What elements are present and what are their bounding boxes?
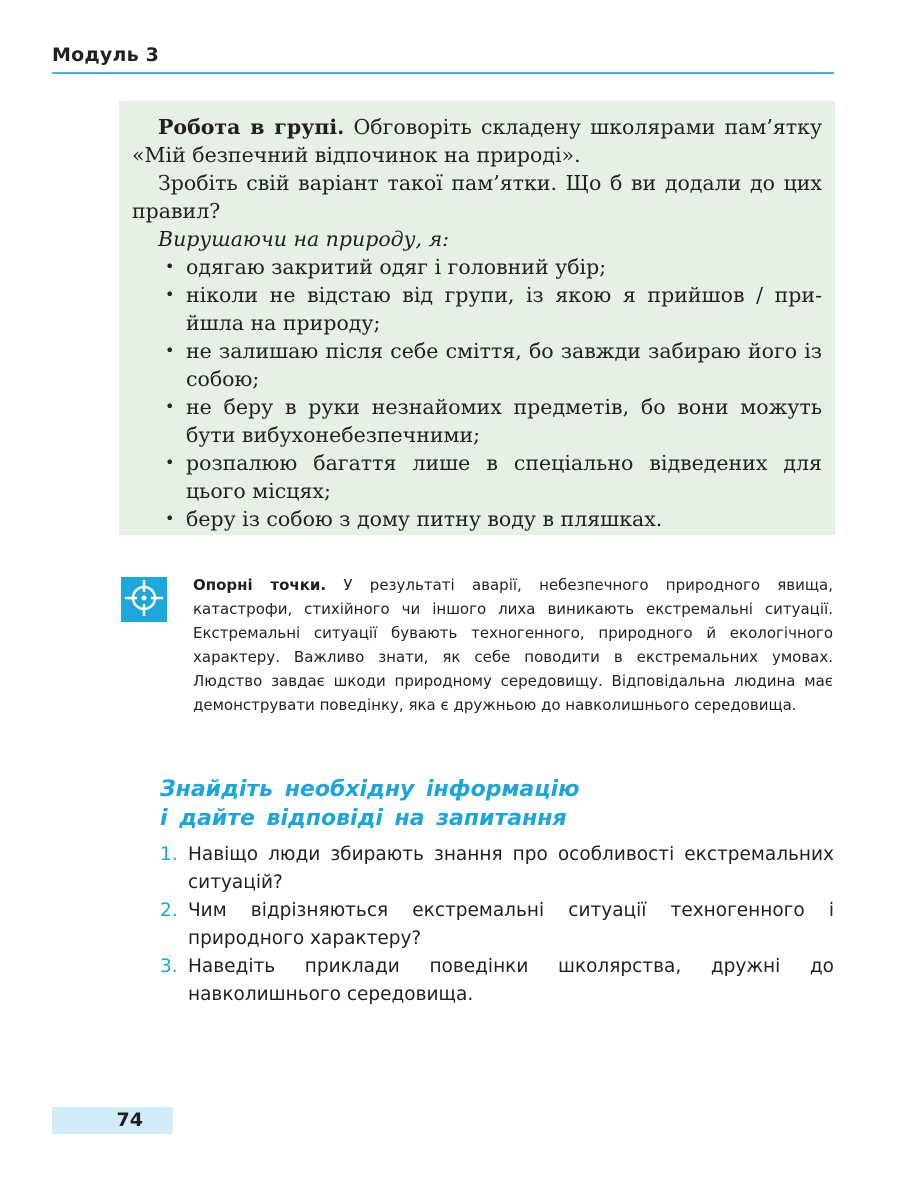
rule-text: не беру в руки незнайомих предметів, бо вони можуть бути вибухонебезпечними;: [186, 395, 822, 447]
page-number-strip: [52, 1107, 173, 1134]
question-item: [160, 953, 834, 1009]
bullet-icon: •: [165, 341, 175, 360]
list-item: [132, 281, 822, 337]
questions-list: [160, 841, 834, 1009]
question-item: [160, 897, 834, 953]
list-intro: Вирушаючи на природу, я:: [158, 227, 450, 251]
rule-text: ніколи не відстаю від групи, із якою я прийшов / прийшла на природу;: [186, 283, 822, 335]
list-item: [132, 253, 822, 281]
bullet-icon: •: [165, 285, 175, 304]
task-heading-line1: Знайдіть необхідну інформацію: [160, 777, 580, 802]
rule-text: розпалюю багаття лише в спеціально відведених для цього місцях;: [186, 451, 822, 503]
page-header: [52, 44, 834, 74]
page-number: 74: [116, 1109, 143, 1131]
list-item: [132, 393, 822, 449]
bullet-icon: •: [165, 257, 175, 276]
question-number: 3.: [160, 956, 178, 977]
support-points-text: У результаті аварії, небезпечного природного явища, катастрофи, стихійного чи іншого лиха виникають екстремальні ситуації. Екстремальні ситуації бувають техногенного, природного й екологічного характеру. Важливо знати, як себе поводити в екстремальних умовах. Людство завдає шкоди природному середовищу. Відповідальна людина має демонструвати поведінку, яка є дружньою до навколишнього середовища.: [193, 576, 833, 714]
group-work-box: [119, 101, 835, 535]
question-item: [160, 841, 834, 897]
group-work-intro: [132, 113, 822, 169]
module-title: Модуль 3: [52, 44, 160, 66]
bullet-icon: •: [165, 509, 175, 528]
rule-text: одягаю закритий одяг і головний убір;: [186, 255, 607, 279]
support-points-paragraph: [193, 573, 833, 717]
group-work-lead: Робота в групі.: [158, 115, 345, 139]
task-heading-line2: і дайте відповіді на запитання: [160, 806, 567, 831]
rules-list: [132, 253, 822, 533]
list-item: [132, 505, 822, 533]
task-heading: [160, 775, 760, 833]
support-points-lead: Опорні точки.: [193, 576, 327, 594]
group-work-intro-text: Обговоріть складену школярами пам’ятку «Мій безпечний відпочинок на природі».: [132, 115, 823, 167]
bullet-icon: •: [165, 397, 175, 416]
group-work-task: Зробіть свій варіант такої пам’ятки. Що б ви додали до цих правил?: [132, 171, 822, 223]
question-text: Наведіть приклади поведінки школярства, дружні до навколишнього середовища.: [188, 956, 834, 1005]
question-number: 1.: [160, 844, 178, 865]
target-icon: [121, 577, 167, 623]
rule-text: беру із собою з дому питну воду в пляшках.: [186, 507, 663, 531]
list-item: [132, 449, 822, 505]
rule-text: не залишаю після себе сміття, бо завжди забираю його із собою;: [186, 339, 822, 391]
bullet-icon: •: [165, 453, 175, 472]
list-item: [132, 337, 822, 393]
icon-underline: [121, 619, 167, 622]
question-text: Чим відрізняються екстремальні ситуації техногенного і природного характеру?: [188, 900, 834, 949]
question-number: 2.: [160, 900, 178, 921]
question-text: Навіщо люди збирають знання про особливості екстремальних ситуацій?: [188, 844, 834, 893]
